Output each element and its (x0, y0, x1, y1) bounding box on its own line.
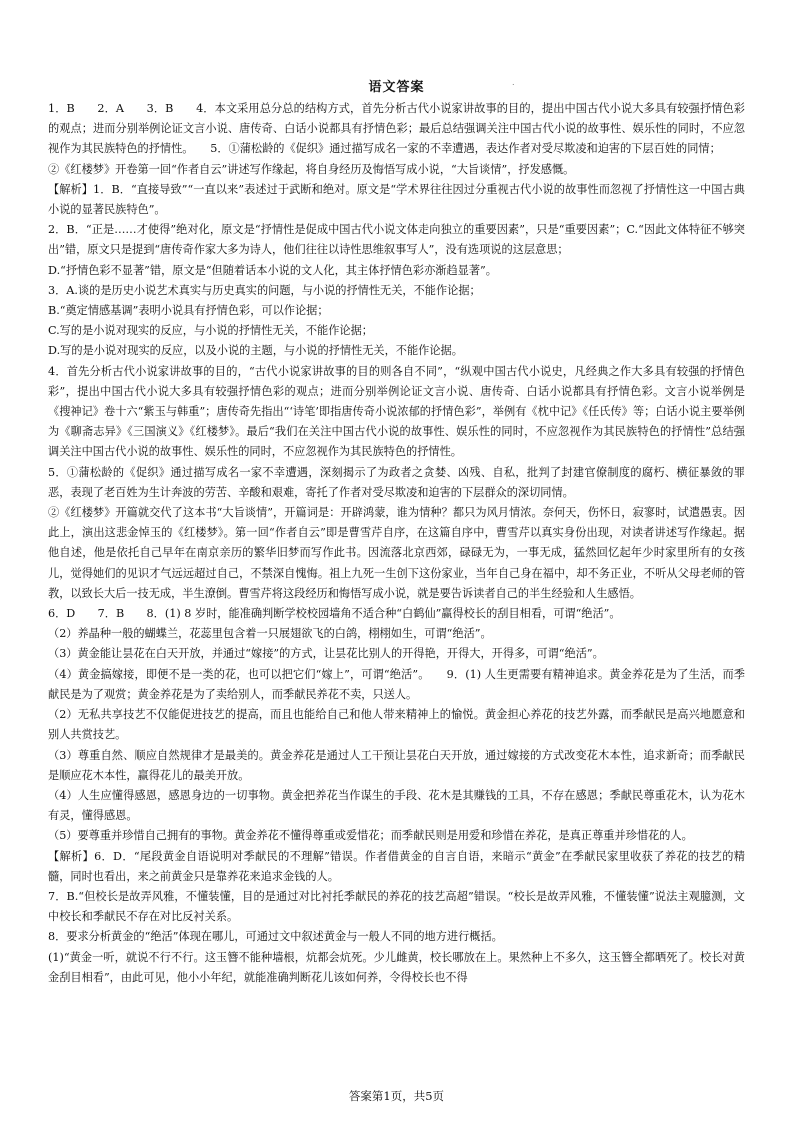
answer-paragraph: 【解析】6．D．“尾段黄金自语说明对季献民的不理解”错误。作者借黄金的自言自语，来暗示“黄金”在季献民家里收获了养花的技艺的精髓，同时也看出，来之前黄金只是靠养花来追求金钱的人。 (48, 849, 745, 883)
page-title: 语文答案 (368, 80, 425, 95)
answer-paragraph: （5）要尊重并珍惜自己拥有的事物。黄金养花不懂得尊重或爱惜花；而季献民则是用爱和珍惜在养花，是真正尊重并珍惜花的人。 (48, 829, 693, 843)
answer-paragraph: 1．B 2．A 3．B 4．本文采用总分总的结构方式，首先分析古代小说家讲故事的目的，提出中国古代小说大多具有较强抒情色彩的观点；进而分别举例论证文言小说、唐传奇、白话小说都具有抒情色彩；最后总结强调关注中国古代小说的故事性、娱乐性的同时，不应忽视作为其民族特色的抒情性。 5．①蒲松龄的《促织》通过描写成名一家的不幸遭遇，表达作者对受尽欺凌和迫害的下层百姓的同情； (48, 102, 745, 156)
answer-paragraph: C.写的是小说对现实的反应，与小说的抒情性无关，不能作论据； (48, 324, 373, 338)
answer-paragraph: 2．B．“正是……才使得”绝对化，原文是“抒情性是促成中国古代小说文体走向独立的重要因素”，只是“重要因素”；C.“因此文体特征不够突出”错，原文只是提到“唐传奇作家大多为诗人，他们往往以诗性思维叙事写人”，没有选项说的这层意思； (48, 223, 745, 257)
answer-paragraph: 5．①蒲松龄的《促织》通过描写成名一家不幸遭遇，深刻揭示了为政者之贪婪、凶残、自私，批判了封建官僚制度的腐朽、横征暴敛的罪恶，表现了老百姓为生计奔波的劳苦、辛酸和艰难，寄托了作者对受尽欺凌和迫害的下层群众的深切同情。 (48, 465, 745, 499)
answer-document (48, 76, 745, 988)
answer-paragraph: (1)“黄金一听，就说不行不行。这玉簪不能种墙根，炕都会炕死。少儿雌黄，校长哪放在上。果然种上不多久，这玉簪全都晒死了。校长对黄金刮目相看”，由此可见，他小小年纪，就能准确判断花儿该如何养，令得校长也不得 (48, 950, 745, 984)
answer-paragraph: （3）黄金能让昙花在白天开放，并通过“嫁接”的方式，让昙花比别人的开得艳，开得大，开得多，可谓“绝活”。 (48, 647, 604, 661)
answer-body (48, 99, 745, 988)
answer-paragraph: （2）养晶种一般的蝴蝶兰，花蕊里包含着一只展翅欲飞的白鸽，栩栩如生，可谓“绝活”。 (48, 627, 492, 641)
answer-paragraph: 7．B.“但校长是故弄风雅，不懂装懂，目的是通过对比衬托季献民的养花的技艺高超”错误。“校长是故弄风雅，不懂装懂”说法主观臆测，文中校长和季献民不存在对比反衬关系。 (48, 889, 745, 924)
answer-paragraph: ②《红楼梦》开篇就交代了这本书“大旨谈情”，开篇词是：开辟鸿蒙，谁为情种？都只为风月情浓。奈何天，伤怀日，寂寥时，试遣愚衷。因此上，演出这悲金悼玉的《红楼梦》。第一回“作者自云”即是曹雪芹自序，在这篇自序中，曹雪芹以真实身份出现，对读者讲述写作缘起。据他自述，他是依托自己早年在南京亲历的繁华旧梦而写作此书。因流落北京西郊，碌碌无为，一事无成，猛然回忆起年少时家里所有的女孩儿，觉得她们的见识才气远远超过自己，不禁深自愧悔。祖上九死一生创下这份家业，当年自己身在福中，却不务正业，不听从父母老师的管教，以致长大后一技无成，半生潦倒。曹雪芹将这段经历和悔悟写成小说，就是要告诉读者自己的半生经验和人生感悟。 (48, 506, 745, 600)
answer-paragraph: （2）无私共享技艺不仅能促进技艺的提高，而且也能给自己和他人带来精神上的愉悦。黄金担心养花的技艺外露，而季献民是高兴地愿意和别人共赏技艺。 (48, 708, 745, 742)
answer-paragraph: ②《红楼梦》开卷第一回“作者自云”讲述写作缘起，将自身经历及悔悟写成小说，“大旨谈情”，抒发感慨。 (48, 162, 575, 176)
answer-paragraph: 8．要求分析黄金的“绝活”体现在哪儿，可通过文中叙述黄金与一般人不同的地方进行概括。 (48, 930, 503, 944)
answer-paragraph: 3．A.谈的是历史小说艺术真实与历史真实的问题，与小说的抒情性无关，不能作论据； (48, 283, 481, 297)
answer-paragraph: （4）人生应懂得感恩，感恩身边的一切事物。黄金把养花当作谋生的手段、花木是其赚钱的工具，不存在感恩；季献民尊重花木，认为花木有灵，懂得感恩。 (48, 788, 745, 823)
answer-paragraph: 【解析】1．B．“直接导致”“一直以来”表述过于武断和绝对。原文是“学术界往往因过分重视古代小说的故事性而忽视了抒情性这一中国古典小说的显著民族特色”。 (48, 182, 745, 217)
answer-paragraph: D.“抒情色彩不显著”错，原文是“但随着话本小说的文人化，其主体抒情色彩亦渐趋显著”。 (48, 263, 497, 277)
page-footer: 答案第1页，共5页 (348, 1089, 445, 1103)
answer-paragraph: 4．首先分析古代小说家讲故事的目的，“古代小说家讲故事的目的则各自不同”，“纵观中国古代小说史，凡经典之作大多具有较强的抒情色彩”，提出中国古代小说大多具有较强抒情色彩的观点；进而分别举例论证文言小说、唐传奇、白话小说都具有抒情色彩。文言小说举例是《搜神记》卷十六“紫玉与韩重”；唐传奇先指出“‘诗笔’即指唐传奇小说浓郁的抒情色彩”，举例有《枕中记》《任氏传》等；白话小说主要举例为《聊斋志异》《三国演义》《红楼梦》。最后“我们在关注中国古代小说的故事性、娱乐性的同时，不应忽视作为其民族特色的抒情性”总结强调关注中国古代小说的故事性、娱乐性的同时，不应忽视作为其民族特色的抒情性。 (48, 364, 745, 459)
scan-dot-mark: . (512, 78, 515, 87)
answer-paragraph: 6．D 7．B 8．(1) 8 岁时，能准确判断学校校园墙角不适合种“白鹤仙”赢得校长的刮目相看，可谓“绝活”。 (48, 607, 621, 621)
answer-paragraph: B.“奠定情感基调”表明小说具有抒情色彩，可以作论据； (48, 304, 329, 318)
answer-paragraph: D.写的是小说对现实的反应，以及小说的主题，与小说的抒情性无关，不能作论据。 (48, 344, 463, 358)
answer-paragraph: （3）尊重自然、顺应自然规律才是最美的。黄金养花是通过人工干预让昙花白天开放，通过嫁接的方式改变花木本性，追求新奇；而季献民是顺应花木本性，赢得花儿的最美开放。 (48, 748, 745, 782)
answer-paragraph: （4）黄金搞嫁接，即便不是一类的花，也可以把它们“嫁上”，可谓“绝活”。 9．(1) 人生更需要有精神追求。黄金养花是为了生活，而季献民是为了观赏；黄金养花是为了卖给别人，而季献民养花不卖，只送人。 (48, 667, 745, 701)
